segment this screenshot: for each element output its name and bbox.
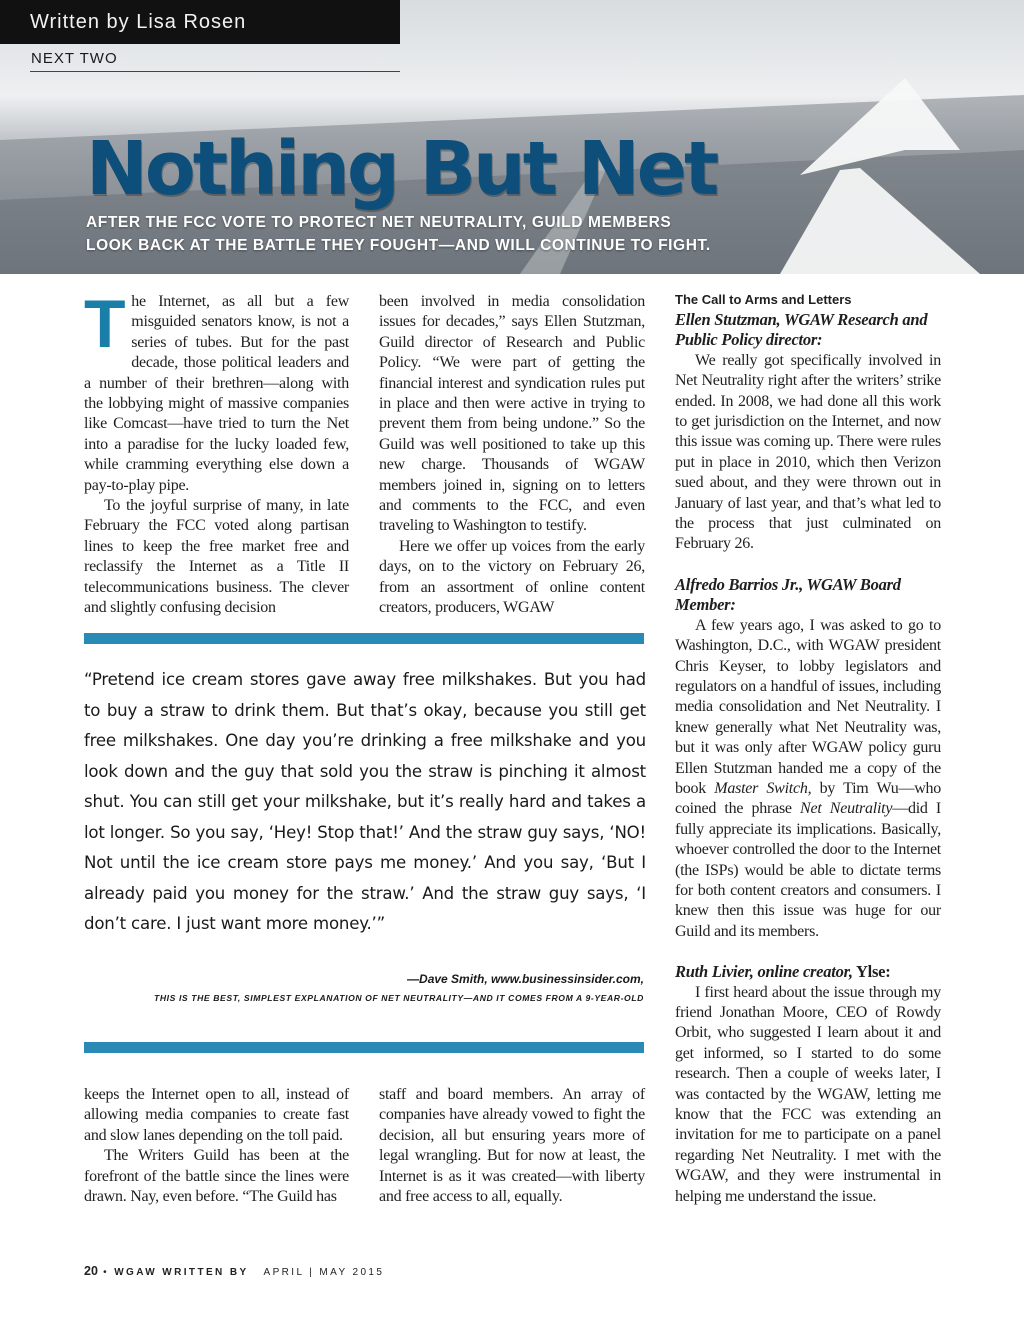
article-deck — [86, 211, 806, 257]
byline: Written by Lisa Rosen — [0, 0, 400, 44]
paragraph: Here we offer up voices from the early days, on to the victory on February 26, from an assortment of online content creators, producers, WGAW — [379, 537, 645, 617]
paragraph: keeps the Internet open to all, instead of allowing media companies to create fast and slow lanes depending on the toll paid. — [84, 1086, 349, 1144]
book-title: Master Switch, — [714, 779, 812, 797]
issue-date: APRIL | MAY 2015 — [263, 1267, 385, 1278]
section-label: NEXT TWO — [31, 50, 118, 67]
paragraph: been involved in media consolidation issues for decades,” says Ellen Stutzman, Guild director of Research and Public Policy. “We were part of getting the financial interest and syndication rules put in place and then were active in trying to prevent them from being undone.” So the Guild was well positioned to take up this new charge. Thousands of WGAW members joined in, signing on to letters and comments to the FCC, and even traveling to Washington to testify. — [379, 293, 645, 535]
quote-rule-top — [84, 633, 644, 644]
column-2-top — [379, 292, 645, 619]
page-footer — [84, 1264, 384, 1278]
quote-attribution-note: THIS IS THE BEST, SIMPLEST EXPLANATION OF NET NEUTRALITY—AND IT COMES FROM A 9-YEAR-OLD — [153, 993, 644, 1003]
speaker-name — [675, 962, 941, 982]
speaker-name-text: Ruth Livier, online creator, — [675, 962, 853, 982]
hero-banner — [0, 0, 1024, 274]
publication-name: WGAW WRITTEN BY — [114, 1267, 249, 1278]
paragraph-text: by Tim Wu—who coined the phrase — [675, 779, 942, 818]
paragraph — [84, 286, 349, 496]
paragraph: staff and board members. An array of companies have already vowed to fight the decision, all but ensuring years more of legal wrangling. But for now at least, the Internet is as it was created—with liberty and free access to all, equally. — [379, 1086, 645, 1206]
paragraph-text: he Internet, as all but a few misguided senators know, is not a series of tubes. But for the past decade, those political leaders and a number of their brethren—along with the lobbying might of massive companies like Comcast—have tried to turn the Net into a paradise for the lucky loaded few, while cramming everything else down a pay-to-play pipe. — [84, 293, 349, 494]
paragraph — [675, 616, 941, 943]
column-3 — [675, 291, 941, 1207]
paragraph: I first heard about the issue through my friend Jonathan Moore, CEO of Rowdy Orbit, who suggested I learn about it and get informed, so I started to do some research. Then a couple of weeks later, I was contacted by the WGAW, letting me know that the FCC was extending an invitation for me to participate on a panel regarding Net Neutrality. I met with the WGAW, and they were instrumental in helping me understand the issue. — [675, 983, 941, 1205]
paragraph: We really got specifically involved in Net Neutrality right after the writers’ strike ended. In 2008, we had done all this work to get jurisdiction on the Internet, and now this issue was coming up. There were rules put in place in 2010, which then Verizon sued about, and they were thrown out in January of last year, and that’s what led to the process that just culminated on February 26. — [675, 351, 941, 553]
drop-cap: T — [84, 286, 126, 362]
column-1-top — [84, 286, 349, 619]
speaker-name: Ellen Stutzman, WGAW Research and Public Policy director: — [675, 310, 928, 350]
paragraph: To the joyful surprise of many, in late February the FCC voted along partisan lines to keep the free market free and reclassify the Internet as a Title II telecommunications business. The clever and slightly confusing decision — [84, 497, 349, 617]
sidebar-heading: The Call to Arms and Letters — [675, 292, 852, 307]
deck-line-1: AFTER THE FCC VOTE TO PROTECT NET NEUTRALITY, GUILD MEMBERS — [86, 214, 672, 231]
pull-quote: “Pretend ice cream stores gave away free milkshakes. But you had to buy a straw to drink them. But that’s okay, because you still get free milkshakes. One day you’re drinking a free milkshake and you look down and the guy that sold you the straw is pinching it almost shut. You can still get your milkshake, but it’s really hard and takes a lot longer. So you say, ‘Hey! Stop that!’ And the straw guy says, ‘NO! Not until the ice cream store pays me money.’ And you say, ‘But I already paid you money for the straw.’ And the straw guy says, ‘I don’t care. I just want more money.’” — [84, 670, 646, 933]
deck-line-2: LOOK BACK AT THE BATTLE THEY FOUGHT—AND WILL CONTINUE TO FIGHT. — [86, 237, 711, 254]
speaker-name: Alfredo Barrios Jr., WGAW Board Member: — [675, 574, 901, 615]
article-title: Nothing But Net — [86, 126, 717, 212]
section-rule — [30, 71, 400, 72]
paragraph: The Writers Guild has been at the forefront of the battle since the lines were drawn. Nay, even before. “The Guild has — [84, 1147, 349, 1206]
footer-bullet: • — [103, 1267, 109, 1278]
paragraph-text: A few years ago, I was asked to go to Washington, D.C., with WGAW president Chris Keyser, to lobby legislators and regulators on a handful of issues, including media consolidation and Net Neutrality. I knew generally what Net Neutrality was, but it was only after WGAW policy guru Ellen Stutzman handed me a copy of the book — [675, 616, 941, 797]
quote-attribution: —Dave Smith, www.businessinsider.com, — [407, 972, 644, 986]
page-number: 20 — [84, 1264, 98, 1278]
spacer — [675, 942, 941, 962]
column-1-bottom — [84, 1085, 349, 1207]
paragraph-text: —did I fully appreciate its implications. Basically, whoever controlled the door to the Internet (the ISPs) would be able to dictate terms for both content creators and consumers. I knew then this issue was huge for our Guild and its members. — [675, 800, 941, 940]
phrase: Net Neutrality — [800, 800, 893, 818]
quote-rule-bottom — [84, 1042, 644, 1053]
speaker-project: Ylse: — [852, 962, 891, 982]
spacer — [675, 555, 941, 575]
column-2-bottom — [379, 1085, 645, 1207]
